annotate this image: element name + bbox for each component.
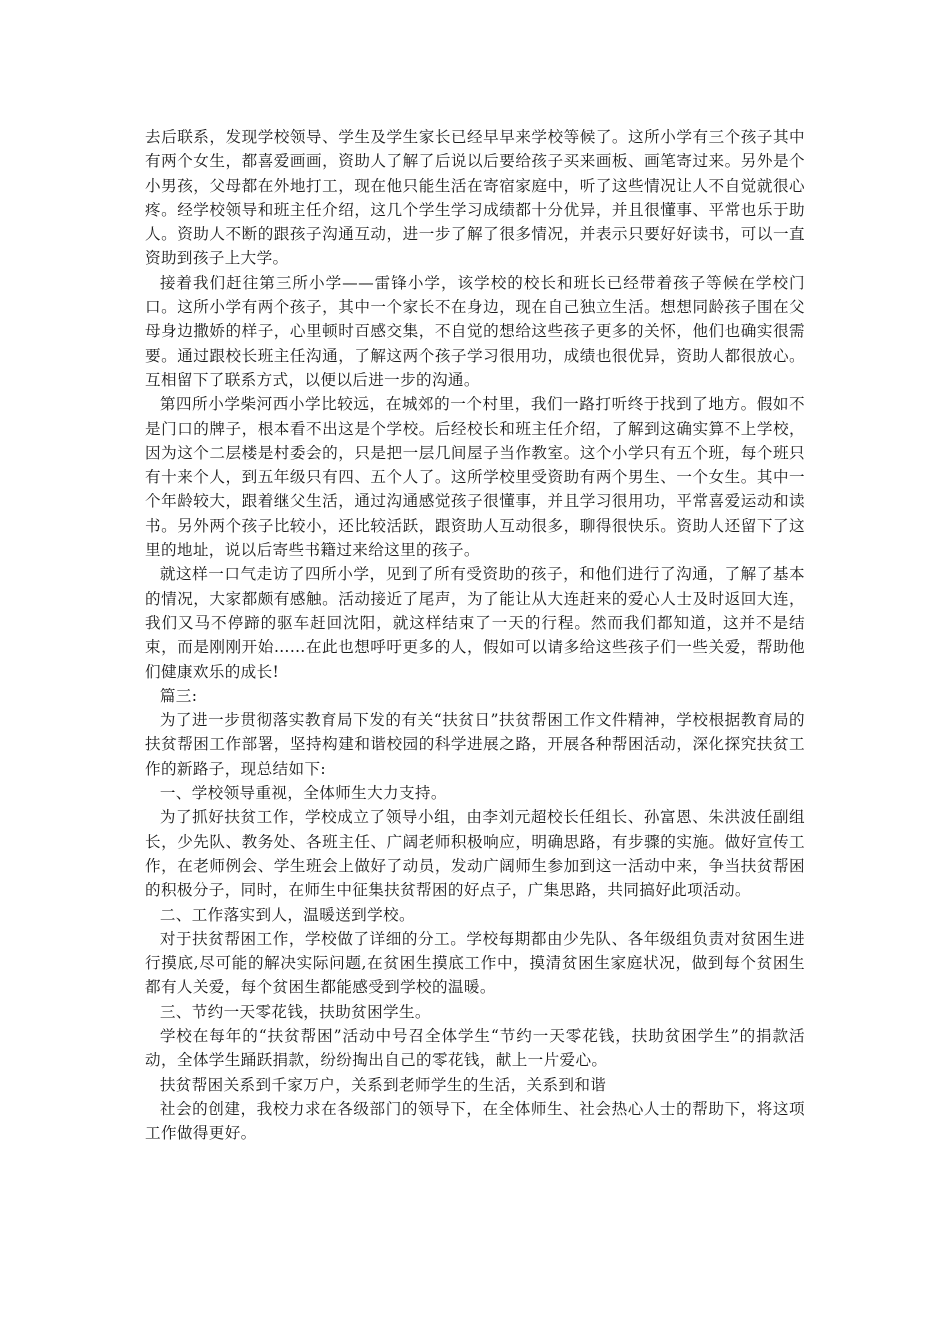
document-body — [145, 125, 805, 1145]
paragraph: 去后联系，发现学校领导、学生及学生家长已经早早来学校等候了。这所小学有三个孩子其中有两个女生，都喜爱画画，资助人了解了后说以后要给孩子买来画板、画笔寄过来。另外是个小男孩，父母都在外地打工，现在他只能生活在寄宿家庭中，听了这些情况让人不自觉就很心疼。经学校领导和班主任介绍，这几个学生学习成绩都十分优异，并且很懂事、平常也乐于助人。资助人不断的跟孩子沟通互动，进一步了解了很多情况，并表示只要好好读书，可以一直资助到孩子上大学。 — [145, 128, 805, 268]
subheading: 一、学校领导重视，全体师生大力支持。 — [159, 784, 447, 803]
paragraph: 为了进一步贯彻落实教育局下发的有关“扶贫日”扶贫帮困工作文件精神，学校根据教育局的扶贫帮困工作部署，坚持构建和谐校园的科学进展之路，开展各种帮困活动，深化探究扶贫工作的新路子，现总结如下: — [145, 711, 805, 778]
paragraph: 学校在每年的“扶贫帮困”活动中号召全体学生“节约一天零花钱，扶助贫困学生”的捐款活动，全体学生踊跃捐款，纷纷掏出自己的零花钱，献上一片爱心。 — [145, 1026, 805, 1070]
subheading: 二、工作落实到人，温暖送到学校。 — [159, 905, 415, 924]
paragraph: 扶贫帮困关系到千家万户，关系到老师学生的生活，关系到和谐 — [159, 1075, 607, 1094]
paragraph: 就这样一口气走访了四所小学，见到了所有受资助的孩子，和他们进行了沟通，了解了基本的情况，大家都颇有感触。活动接近了尾声，为了能让从大连赶来的爱心人士及时返回大连，我们又马不停蹄的驱车赶回沈阳，就这样结束了一天的行程。然而我们都知道，这并不是结束，而是刚刚开始……在此也想呼吁更多的人，假如可以请多给这些孩子们一些关爱，帮助他们健康欢乐的成长! — [145, 565, 805, 681]
paragraph: 社会的创建，我校力求在各级部门的领导下，在全体师生、社会热心人士的帮助下，将这项工作做得更好。 — [145, 1099, 805, 1143]
paragraph: 接着我们赶往第三所小学——雷锋小学，该学校的校长和班长已经带着孩子等候在学校门口。这所小学有两个孩子，其中一个家长不在身边，现在自己独立生活。想想同龄孩子围在父母身边撒娇的样子，心里顿时百感交集，不自觉的想给这些孩子更多的关怀，他们也确实很需要。通过跟校长班主任沟通，了解这两个孩子学习很用功，成绩也很优异，资助人都很放心。互相留下了联系方式，以便以后进一步的沟通。 — [145, 273, 805, 389]
paragraph: 第四所小学柴河西小学比较远，在城郊的一个村里，我们一路打听终于找到了地方。假如不是门口的牌子，根本看不出这是个学校。后经校长和班主任介绍，了解到这确实算不上学校，因为这个二层楼是村委会的，只是把一层几间屋子当作教室。这个小学只有五个班，每个班只有十来个人，到五年级只有四、五个人了。这所学校里受资助有两个男生、一个女生。其中一个年龄较大，跟着继父生活，通过沟通感觉孩子很懂事，并且学习很用功，平常喜爱运动和读书。另外两个孩子比较小，还比较活跃，跟资助人互动很多，聊得很快乐。资助人还留下了这里的地址，说以后寄些书籍过来给这里的孩子。 — [145, 395, 805, 560]
paragraph: 对于扶贫帮困工作，学校做了详细的分工。学校每期都由少先队、各年级组负责对贫困生进行摸底,尽可能的解决实际问题,在贫困生摸底工作中，摸清贫困生家庭状况，做到每个贫困生都有人关爱，每个贫困生都能感受到学校的温暖。 — [145, 929, 805, 997]
paragraph: 为了抓好扶贫工作，学校成立了领导小组，由李刘元超校长任组长、孙富恩、朱洪波任副组长，少先队、教务处、各班主任、广阔老师积极响应，明确思路，有步骤的实施。做好宣传工作，在老师例会、学生班会上做好了动员，发动广阔师生参加到这一活动中来，争当扶贫帮困的积极分子，同时，在师生中征集扶贫帮困的好点子，广集思路，共同搞好此项活动。 — [145, 808, 805, 900]
subheading: 三、节约一天零花钱，扶助贫困学生。 — [159, 1002, 431, 1021]
section-heading: 篇三: — [159, 686, 198, 705]
